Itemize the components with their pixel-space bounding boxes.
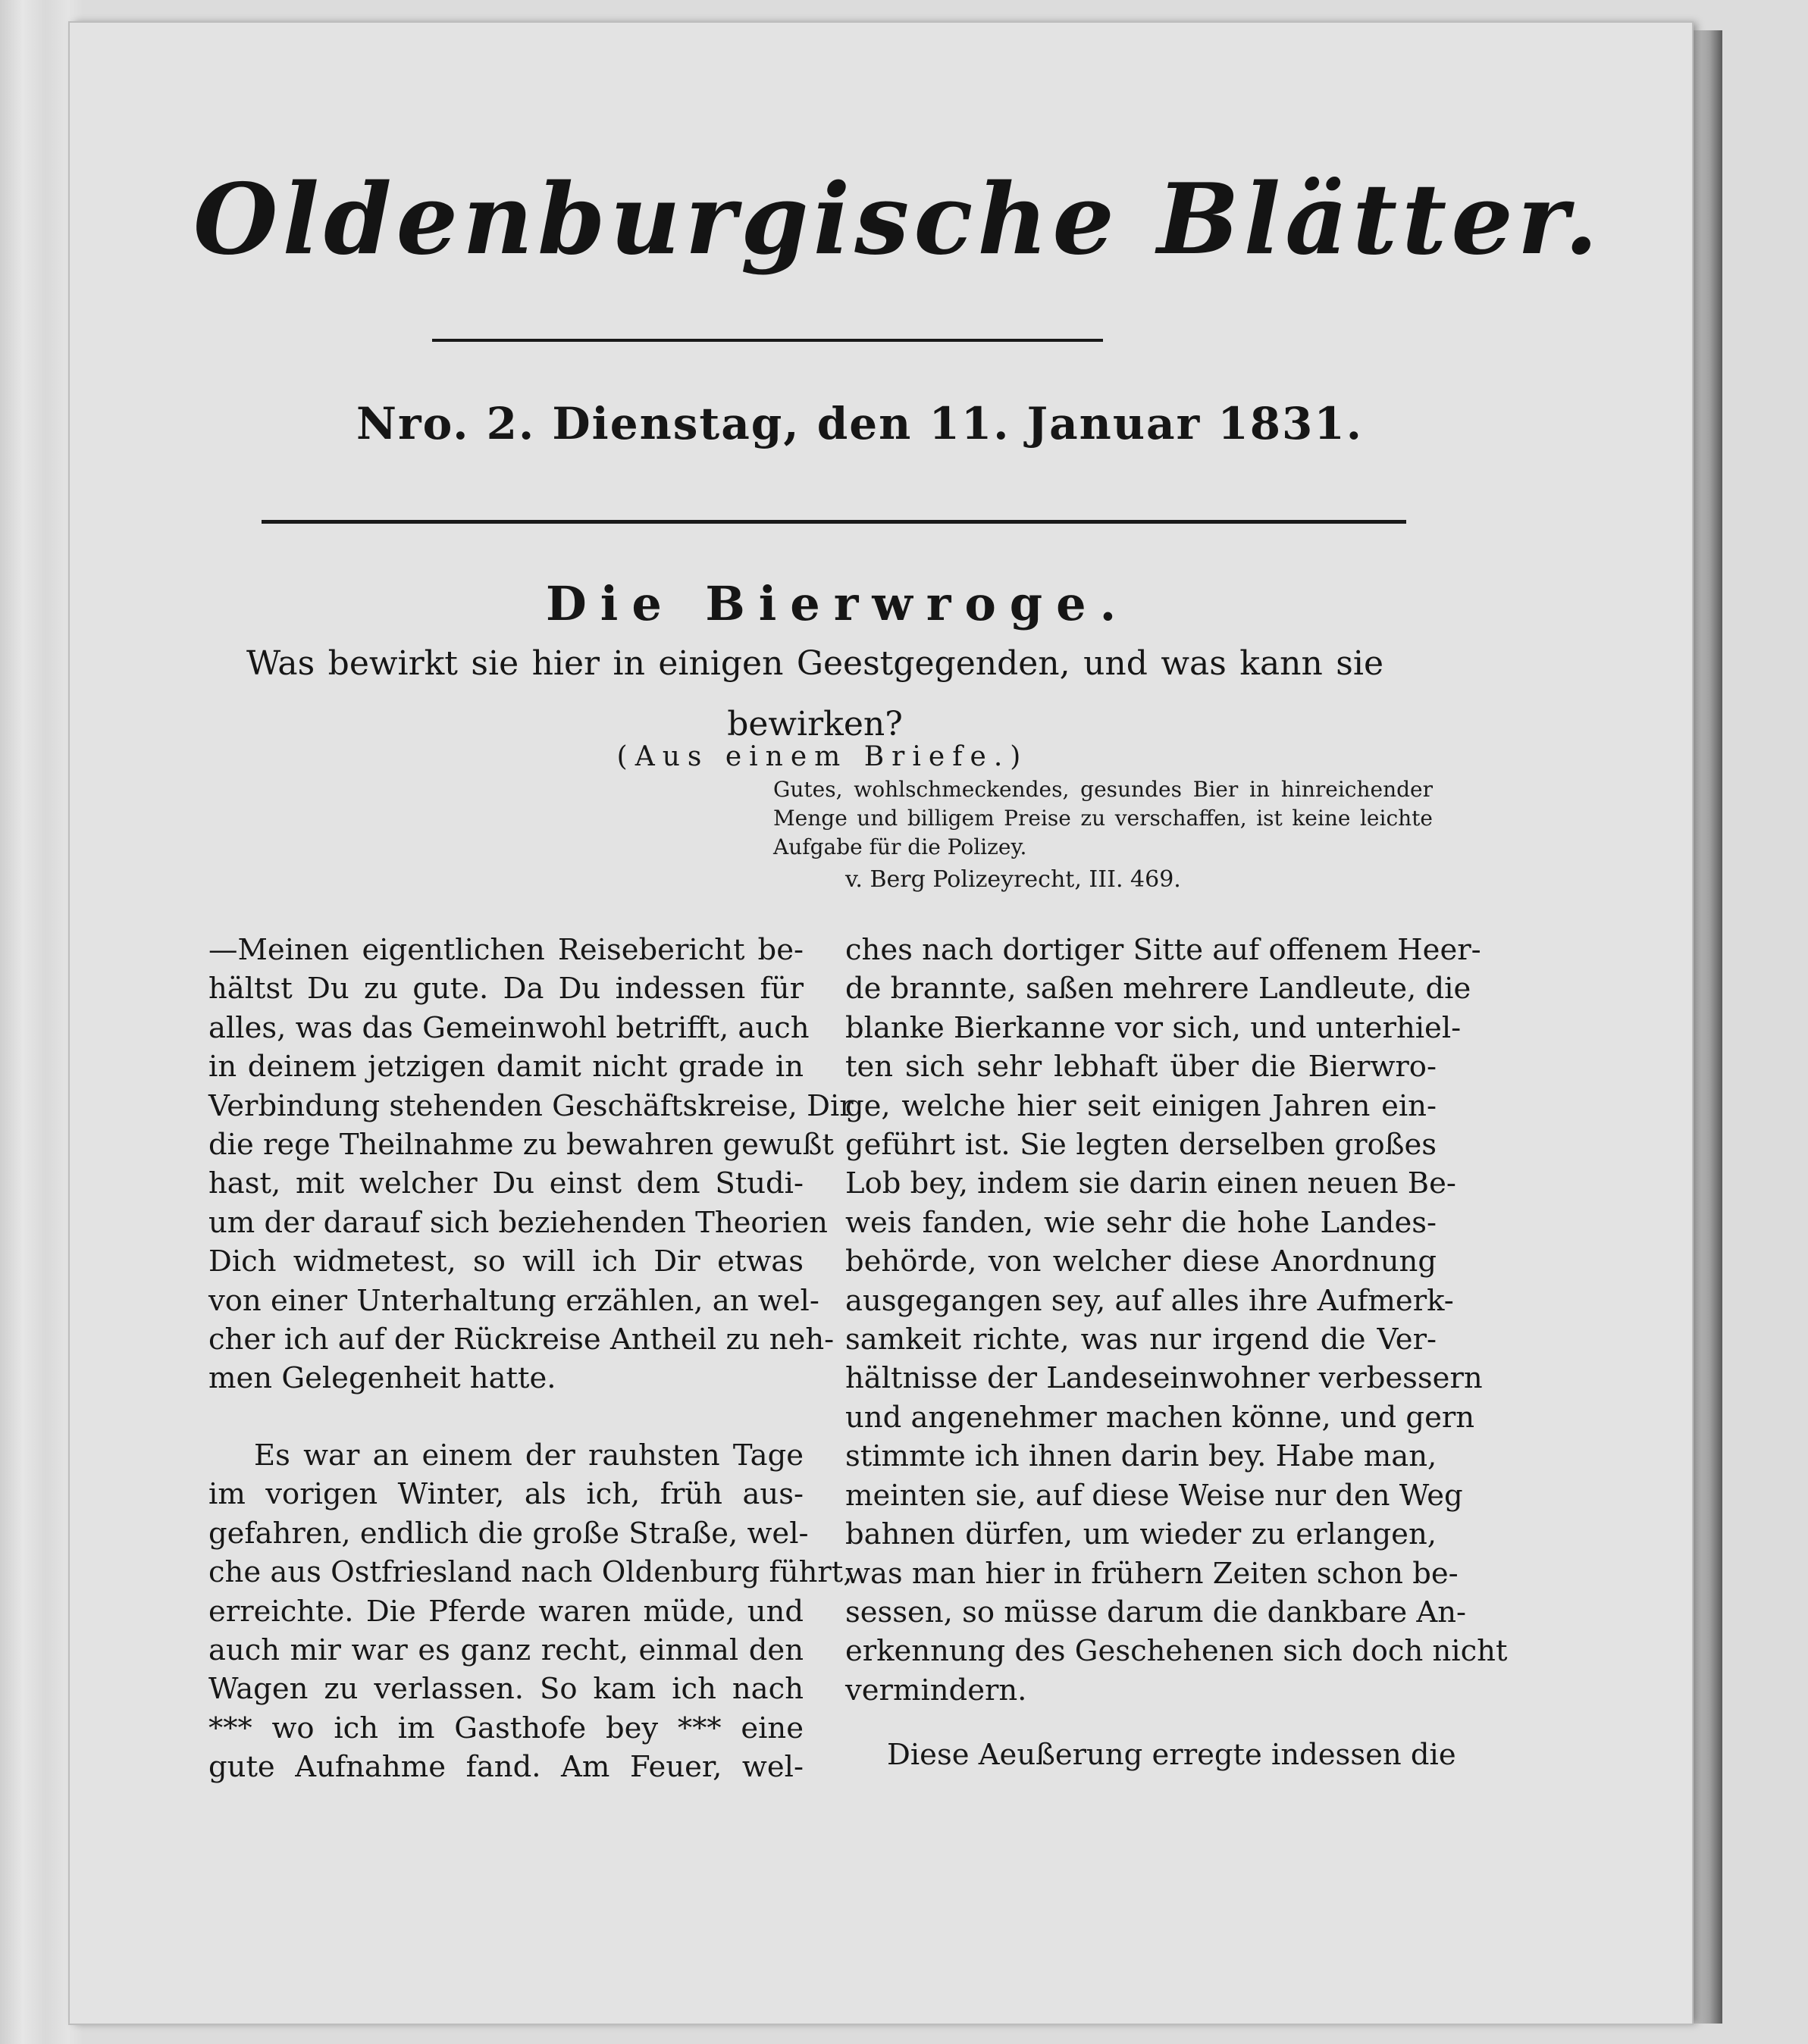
text-line: samkeit richte, was nur irgend die Ver- [845,1322,1437,1357]
text-line: Dich widmetest, so will ich Dir etwas [208,1244,804,1279]
article-motto: Gutes, wohlschmeckendes, gesundes Bier in hinreichender Menge und billigem Preise zu verschaffen, ist keine leichte Aufgabe für die Polizey. [773,777,1433,859]
text-line: gefahren, endlich die große Straße, wel- [208,1516,809,1551]
text-line: erreichte. Die Pferde waren müde, und [208,1594,804,1629]
text-line: die rege Theilnahme zu bewahren gewußt [208,1128,834,1163]
text-line: hältst Du zu gute. Da Du indessen für [208,972,804,1006]
text-line: im vorigen Winter, als ich, früh aus- [208,1477,804,1512]
text-line: sessen, so müsse darum die dankbare An- [845,1595,1467,1629]
masthead-title: Oldenburgische Blätter. [193,163,1603,277]
text-line: von einer Unterhaltung erzählen, an wel- [208,1283,819,1318]
text-line: vermindern. [845,1673,1027,1708]
article-subtitle: Was bewirkt sie hier in einigen Geestgegenden, und was kann sie bewirken? [246,644,1383,743]
text-line: bahnen dürfen, um wieder zu erlangen, [845,1517,1437,1552]
text-line: hältnisse der Landeseinwohner verbessern [845,1361,1483,1396]
text-line: erkennung des Geschehenen sich doch nicht [845,1634,1508,1669]
text-line: und angenehmer machen könne, und gern [845,1400,1475,1435]
text-line: ausgegangen sey, auf alles ihre Aufmerk- [845,1283,1454,1318]
article-title: Die Bierwroge. [546,576,1130,631]
text-line: che aus Ostfriesland nach Oldenburg führt, [208,1555,853,1590]
text-line: geführt ist. Sie legten derselben großes [845,1128,1437,1163]
text-line: alles, was das Gemeinwohl betrifft, auch [208,1010,810,1045]
text-line: um der darauf sich beziehenden Theorien [208,1205,828,1240]
text-line: cher ich auf der Rückreise Antheil zu neh- [208,1322,835,1357]
left-paragraph-1 [208,931,854,1398]
text-line: behörde, von welcher diese Anordnung [845,1244,1437,1279]
masthead-rule [432,339,1103,342]
left-column [208,931,854,1787]
right-column [845,931,1508,1710]
motto-citation: v. Berg Polizeyrecht, III. 469. [845,866,1181,893]
text-line: Diese Aeußerung erregte indessen die [887,1738,1456,1772]
text-line: ge, welche hier seit einigen Jahren ein- [845,1088,1437,1123]
article-source: (Aus einem Briefe.) [616,741,1029,772]
right-column-paragraph-2 [845,1736,1456,1774]
text-line: hast, mit welcher Du einst dem Studi- [208,1166,804,1201]
paragraph-gap [208,1398,804,1436]
text-line: was man hier in frühern Zeiten schon be- [845,1556,1459,1591]
left-paragraph-2 [208,1436,804,1475]
text-line: meinten sie, auf diese Weise nur den Weg [845,1478,1463,1513]
text-line: weis fanden, wie sehr die hohe Landes- [845,1205,1437,1240]
text-line: blanke Bierkanne vor sich, und unterhiel- [845,1010,1462,1045]
left-paragraph-2-cont [208,1475,853,1786]
text-line: *** wo ich im Gasthofe bey *** eine [208,1711,804,1745]
text-line: stimmte ich ihnen darin bey. Habe man, [845,1439,1437,1474]
text-line: —Meinen eigentlichen Reisebericht be- [208,933,804,967]
text-line: ten sich sehr lebhaft über die Bierwro- [845,1050,1437,1085]
text-line: in deinem jetzigen damit nicht grade in [208,1050,804,1085]
text-line: de brannte, saßen mehrere Landleute, die [845,972,1471,1006]
text-line: gute Aufnahme fand. Am Feuer, wel- [208,1750,804,1785]
text-line: men Gelegenheit hatte. [208,1361,556,1396]
issue-line: Nro. 2. Dienstag, den 11. Januar 1831. [356,398,1363,449]
text-line: Es war an einem der rauhsten Tage [254,1438,804,1473]
text-line: Wagen zu verlassen. So kam ich nach [208,1672,804,1707]
text-line: auch mir war es ganz recht, einmal den [208,1632,804,1667]
text-line: Lob bey, indem sie darin einen neuen Be- [845,1166,1456,1201]
text-line: ches nach dortiger Sitte auf offenem Heer- [845,933,1481,967]
text-line: Verbindung stehenden Geschäftskreise, Dir [208,1088,854,1123]
page-edge [1692,30,1722,2024]
issue-rule [262,520,1406,524]
